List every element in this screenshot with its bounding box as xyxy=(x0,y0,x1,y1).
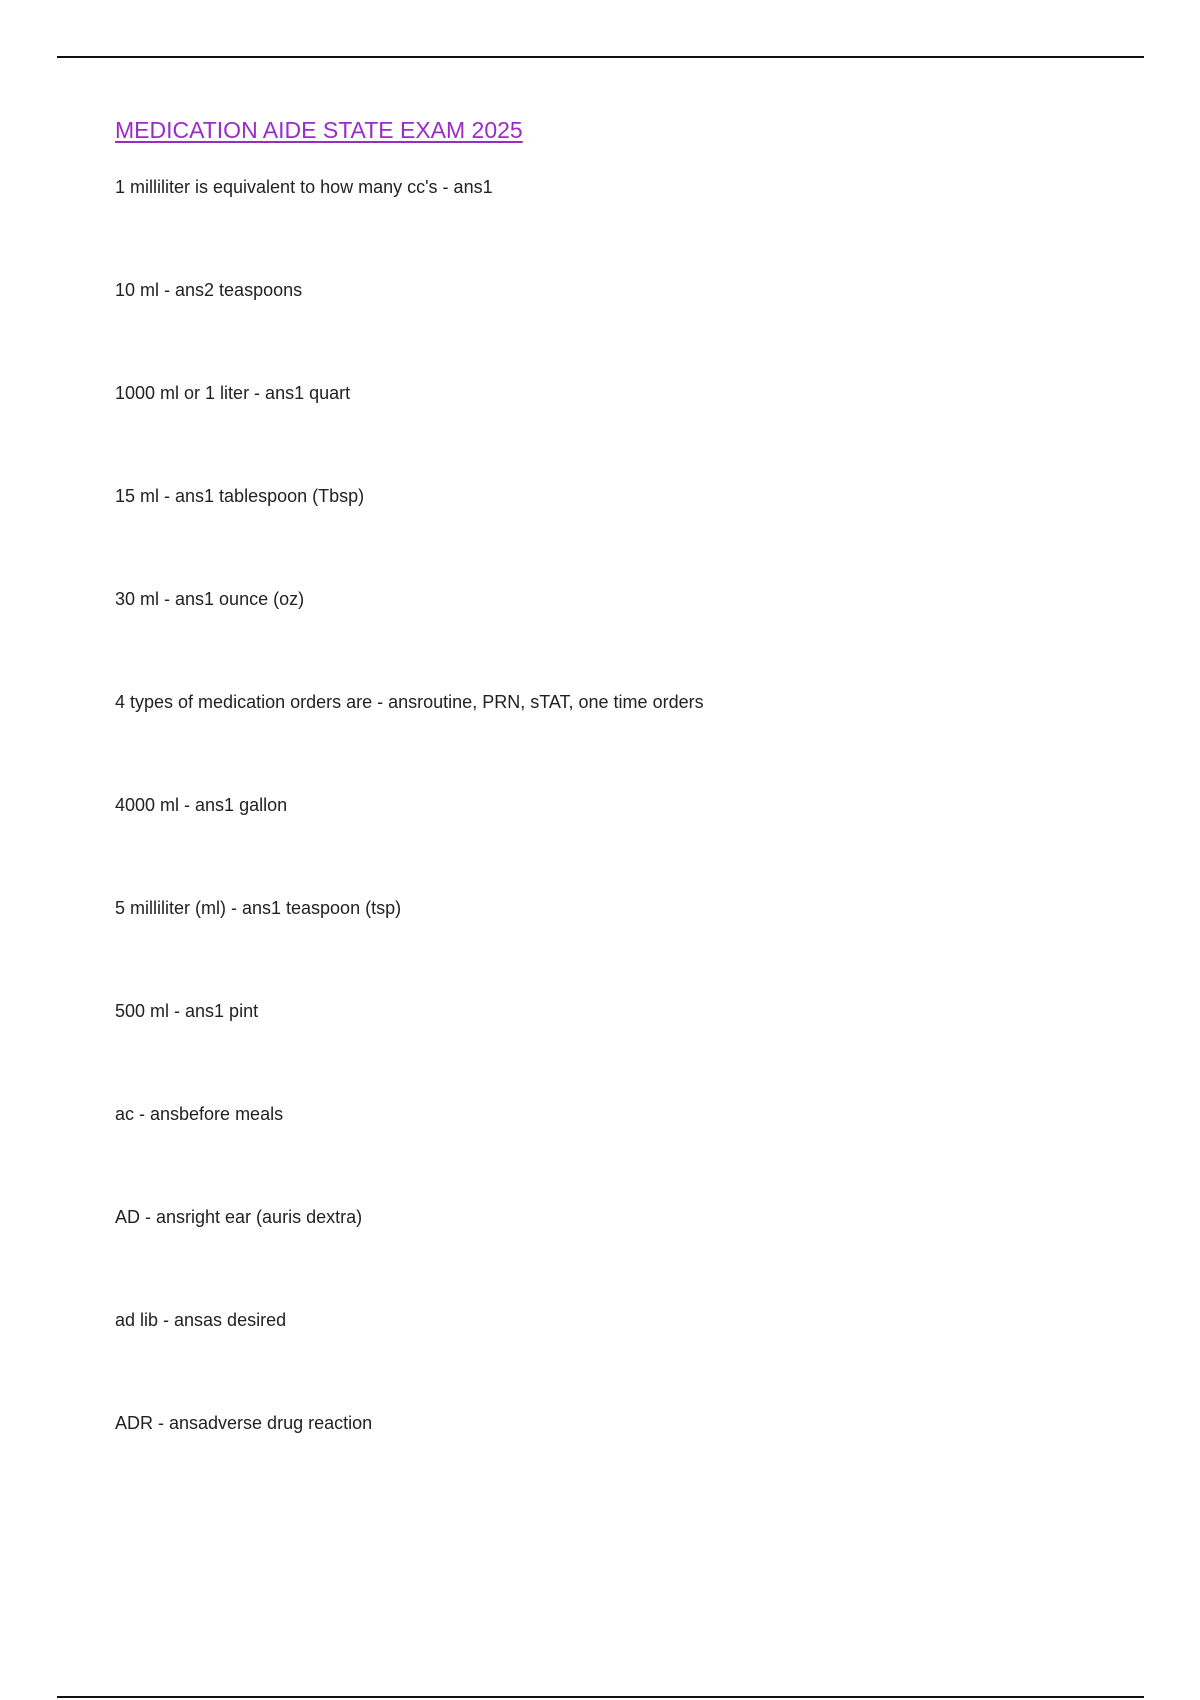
qa-item: 1000 ml or 1 liter - ans1 quart xyxy=(115,383,351,403)
bottom-rule xyxy=(57,1696,1144,1698)
qa-item: 10 ml - ans2 teaspoons xyxy=(115,280,303,300)
qa-item: ADR - ansadverse drug reaction xyxy=(115,1413,373,1433)
qa-item: 4000 ml - ans1 gallon xyxy=(115,795,288,815)
qa-item: 1 milliliter is equivalent to how many cc's - ans1 xyxy=(115,177,493,197)
qa-item: ad lib - ansas desired xyxy=(115,1310,287,1330)
top-rule xyxy=(57,56,1144,58)
qa-item: 500 ml - ans1 pint xyxy=(115,1001,259,1021)
qa-item: 4 types of medication orders are - ansroutine, PRN, sTAT, one time orders xyxy=(115,692,704,712)
qa-item: 30 ml - ans1 ounce (oz) xyxy=(115,589,305,609)
qa-item: 15 ml - ans1 tablespoon (Tbsp) xyxy=(115,486,365,506)
qa-item: ac - ansbefore meals xyxy=(115,1104,284,1124)
qa-item: AD - ansright ear (auris dextra) xyxy=(115,1207,363,1227)
qa-item: 5 milliliter (ml) - ans1 teaspoon (tsp) xyxy=(115,898,402,918)
document-title: MEDICATION AIDE STATE EXAM 2025 xyxy=(115,117,523,143)
qa-list xyxy=(115,175,1115,1514)
